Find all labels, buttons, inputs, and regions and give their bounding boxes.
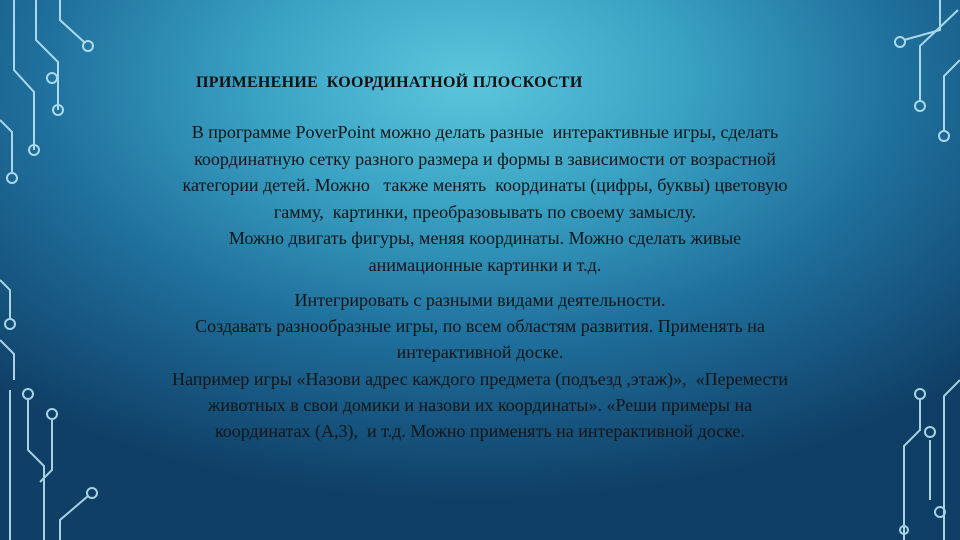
circuit-node: [87, 488, 97, 498]
text-line: Интегрировать с разными видами деятельности.: [294, 290, 666, 310]
circuit-line: [14, 0, 34, 150]
paragraph-intro: [100, 119, 870, 278]
circuit-line: [0, 280, 10, 318]
circuit-line: [904, 400, 920, 540]
circuit-line: [60, 0, 84, 42]
text-line: анимационные картинки и т.д.: [368, 254, 602, 275]
circuit-node: [83, 41, 93, 51]
text-line: животных в свои домики и назови их координаты». «Реши примеры на: [207, 394, 753, 415]
circuit-node: [7, 173, 17, 183]
circuit-line: [904, 0, 940, 40]
text-line: интерактивной доске.: [396, 342, 564, 363]
circuit-line: [944, 380, 960, 540]
text-line: Можно двигать фигуры, меняя координаты. Можно сделать живые: [228, 228, 742, 248]
text-line: Создавать разнообразные игры, по всем областям развития. Применять на: [195, 316, 765, 337]
slide-title: ПРИМЕНЕНИЕ КООРДИНАТНОЙ ПЛОСКОСТИ: [196, 74, 583, 91]
circuit-line: [0, 340, 14, 380]
circuit-node: [47, 73, 57, 83]
circuit-node: [939, 131, 949, 141]
text-line: Например игры «Назови адрес каждого предмета (подъезд ,этаж)», «Перемести: [172, 368, 788, 389]
circuit-node: [895, 37, 905, 47]
circuit-node: [925, 427, 935, 437]
text-line: координатную сетку разного размера и формы в зависимости от возрастной: [194, 148, 776, 169]
circuit-node: [915, 101, 925, 111]
circuit-line: [0, 120, 12, 172]
text-line: координатах (А,3), и т.д. Можно применять на интерактивной доске.: [214, 421, 746, 442]
circuit-node: [47, 409, 57, 419]
text-line: В программе PoverPoint можно делать разные интерактивные игры, сделать: [191, 122, 779, 142]
circuit-line: [28, 400, 44, 540]
paragraph-examples: [90, 287, 870, 444]
circuit-line: [60, 496, 88, 540]
circuit-node: [915, 389, 925, 399]
circuit-line: [36, 0, 58, 110]
circuit-node: [23, 389, 33, 399]
text-line: категории детей. Можно также менять координаты (цифры, буквы) цветовую: [182, 175, 788, 195]
circuit-line: [40, 420, 52, 482]
circuit-node: [5, 319, 15, 329]
circuit-line: [944, 60, 960, 130]
text-line: гамму, картинки, преобразовывать по своему замыслу.: [273, 201, 697, 222]
